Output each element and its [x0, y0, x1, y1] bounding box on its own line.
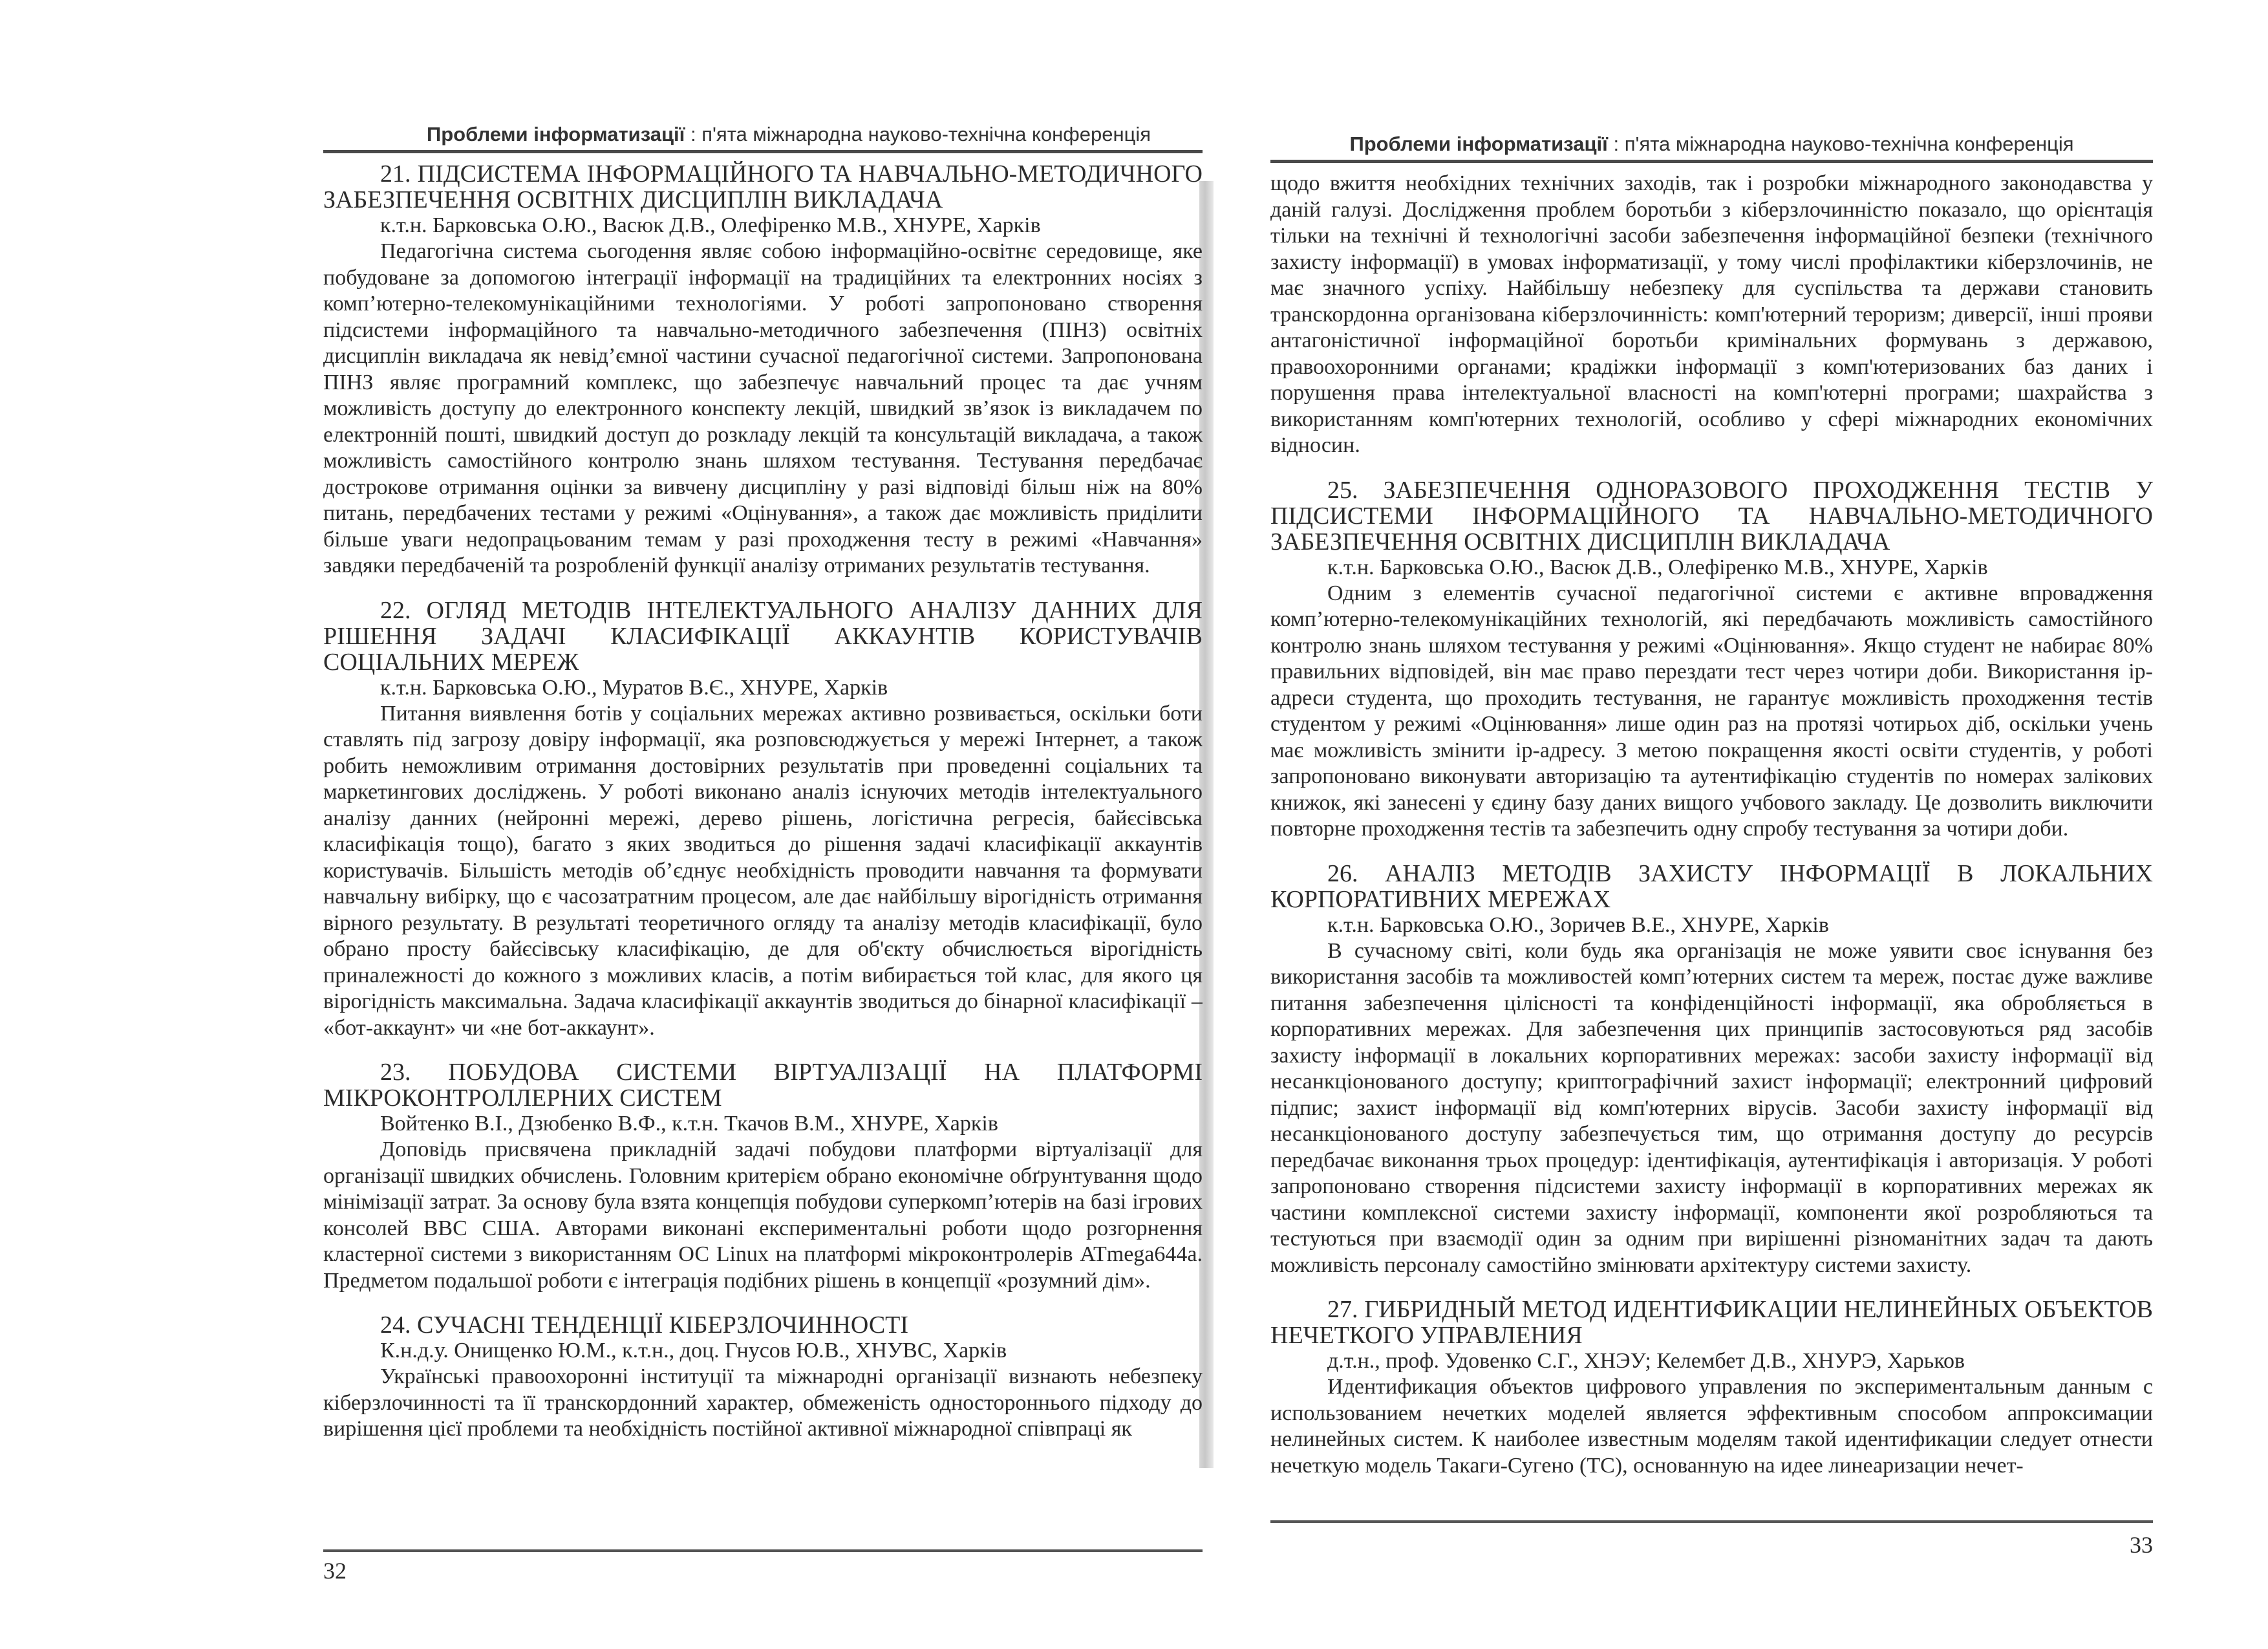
article-title: 26. АНАЛІЗ МЕТОДІВ ЗАХИСТУ ІНФОРМАЦІЇ В ЛОКАЛЬНИХ КОРПОРАТИВНИХ МЕРЕЖАХ	[1270, 859, 2153, 913]
footer-rule	[323, 1549, 1203, 1552]
left-page	[323, 123, 1203, 1591]
article-21	[323, 161, 1203, 579]
article-22	[323, 598, 1203, 1042]
article-body: Одним з елементів сучасної педагогічної системи є активне впровадження комп’ютерно-телекомунікаційних технологій, які передбачають можливість самостійного контролю знань шляхом тестування у режимі «Оцінювання». Якщо студент не набирає 80% правильних відповідей, він має право перездати тест через чотири доби. Використання ip-адреси студента, що проходить тестування, не гарантує можливість проходження тестів студентом у режимі «Оцінювання» лише один раз на протязі чотирьох діб, оскільки учень має можливість змінити ip-адресу. З метою покращення якості освіти студентів, у роботі запропоновано виконувати авторизацію та аутентифікацію студентів по номерах залікових книжок, які занесені у єдину базу даних вищого учбового закладу. Це дозволить виключити повторне проходження тестів та забезпечить одну спробу тестування за чотири доби.	[1270, 581, 2153, 841]
article-authors: Войтенко В.І., Дзюбенко В.Ф., к.т.н. Ткачов В.М., ХНУРЕ, Харків	[380, 1112, 998, 1136]
article-body: В сучасному світі, коли будь яка організація не може уявити своє існування без використання засобів та можливостей комп’ютерних систем та мереж, постає дуже важливе питання забезпечення цілісності та конфіденційності інформації, яка обробляється в корпоративних мережах. Для забезпечення цих принципів застосовуються ряд засобів захисту інформації в локальних корпоративних мережах: засоби захисту інформації від несанкціонованого доступу; криптографічний захист інформації; електронний цифровий підпис; захист інформації від комп'ютерних вірусів. Засоби захисту інформації від несанкціонованого доступу забезпечується тим, що отримання доступу до ресурсів передбачає виконання трьох процедур: ідентифікація, аутентифікація і авторизація. У роботі запропоновано створення підсистеми захисту інформації в корпоративних мережах як частини комплексної системи захисту інформації, компоненти якої розробляються та тестуються при взаємодії один за одним при вирішенні різноманітних задач та дають можливість персоналу самостійно змінювати архітектуру системи захисту.	[1270, 938, 2153, 1277]
article-body: Питання виявлення ботів у соціальних мережах активно розвивається, оскільки боти ставлять під загрозу довіру інформації, яка розповсюджується у мережі Інтернет, а також робить неможливим отримання достовірних результатів при проведенні соціальних та маркетингових досліджень. У роботі виконано аналіз існуючих методів інтелектуального аналізу данних (нейронні мережі, дерево рішень, логістична регресія, байєсівська класифікація тощо), багато з яких зводиться до рішення задачі класифікації аккаунтів користувачів. Більшість методів об’єднує необхідність проводити навчання та формувати навчальну вибірку, що є часозатратним процесом, але дає найбільшу вірогідність отримання вірного результату. В результаті теоретичного огляду та аналізу методів класифікації, було обрано просту байєсівську класифікацію, де для об'єкту обчислюється вірогідність приналежності до кожного з можливих класів, а потім вибирається той клас, для якого ця вірогідність максимальна. Задача класифікації аккаунтів зводиться до бінарної класифікації – «бот-аккаунт» чи «не бот-аккаунт».	[323, 701, 1203, 1040]
article-23	[323, 1059, 1203, 1294]
journal-title: Проблеми інформатизації	[426, 123, 685, 146]
right-page	[1270, 133, 2153, 1568]
article-body: Доповідь присвячена прикладній задачі побудови платформи віртуалізації для організації швидких обчислень. Головним критерієм обрано економічне обґрунтування щодо мінімізації затрат. За основу була взята концепція побудови суперкомп’ютерів на базі ігрових консолей ВВС США. Авторами виконані експериментальні роботи щодо розгорнення кластерної системи з використанням ОС Linux на платформі мікроконтролерів ATmega644a. Предметом подальшої роботи є інтеграція подібних рішень в концепції «розумний дім».	[323, 1137, 1203, 1293]
article-authors: к.т.н. Барковська О.Ю., Васюк Д.В., Олефіренко М.В., ХНУРЕ, Харків	[1327, 555, 1988, 579]
article-25	[1270, 477, 2153, 843]
article-title: 22. ОГЛЯД МЕТОДІВ ІНТЕЛЕКТУАЛЬНОГО АНАЛІЗУ ДАННИХ ДЛЯ РІШЕННЯ ЗАДАЧІ КЛАСИФІКАЦІЇ АККАУНТІВ КОРИСТУВАЧІВ СОЦІАЛЬНИХ МЕРЕЖ	[323, 596, 1203, 676]
page-content	[323, 161, 1203, 1516]
journal-title: Проблеми інформатизації	[1349, 133, 1608, 155]
article-title: 27. ГИБРИДНЫЙ МЕТОД ИДЕНТИФИКАЦИИ НЕЛИНЕЙНЫХ ОБЪЕКТОВ НЕЧЕТКОГО УПРАВЛЕНИЯ	[1270, 1296, 2153, 1349]
article-title: 25. ЗАБЕЗПЕЧЕННЯ ОДНОРАЗОВОГО ПРОХОДЖЕННЯ ТЕСТІВ У ПІДСИСТЕМИ ІНФОРМАЦІЙНОГО ТА НАВЧАЛЬНО-МЕТОДИЧНОГО ЗАБЕЗПЕЧЕННЯ ОСВІТНІХ ДИСЦИПЛІН ВИКЛАДАЧА	[1270, 476, 2153, 555]
article-body: Идентификация объектов цифрового управления по экспериментальным данным с использованием нечетких моделей является эффективным способом аппроксимации нелинейных систем. К наиболее известным моделям такой идентификации следует отнести нечеткую модель Такаги-Сугено (ТС), основанную на идее линеаризации нечет-	[1270, 1375, 2153, 1478]
journal-subtitle: : п'ята міжнародна науково-технічна конференція	[685, 123, 1151, 146]
article-authors: к.т.н. Барковська О.Ю., Васюк Д.В., Олефіренко М.В., ХНУРЕ, Харків	[380, 213, 1041, 237]
article-title: 24. СУЧАСНІ ТЕНДЕНЦІЇ КІБЕРЗЛОЧИННОСТІ	[380, 1311, 909, 1339]
article-27	[1270, 1297, 2153, 1479]
footer-rule	[1270, 1520, 2153, 1523]
running-header	[323, 123, 1203, 153]
article-authors: К.н.д.у. Онищенко Ю.М., к.т.н., доц. Гнусов Ю.В., ХНУВС, Харків	[380, 1339, 1007, 1363]
article-title: 23. ПОБУДОВА СИСТЕМИ ВІРТУАЛІЗАЦІЇ НА ПЛАТФОРМІ МІКРОКОНТРОЛЛЕРНИХ СИСТЕМ	[323, 1059, 1203, 1112]
article-24	[323, 1312, 1203, 1443]
article-body: Українські правоохоронні інституції та міжнародні організації визнають небезпеку кіберзлочинності та її транскордонний характер, обмеженість одностороннього підходу до вирішення цієї проблеми та необхідність постійної активної міжнародної співпраці як	[323, 1364, 1203, 1441]
article-authors: к.т.н. Барковська О.Ю., Зоричев В.Е., ХНУРЕ, Харків	[1327, 912, 1829, 937]
page-number: 33	[2130, 1532, 2153, 1558]
article-body: Педагогічна система сьогодення являє собою інформаційно-освітнє середовище, яке побудоване за допомогою інтеграції інформації на традиційних та електронних носіях з комп’ютерно-телекомунікаційними технологіями. У роботі запропоновано створення підсистеми інформаційного та навчально-методичного забезпечення (ПІНЗ) освітніх дисциплін викладача як невід’ємної частини сучасної педагогічної системи. Запропонована ПІНЗ являє програмний комплекс, що забезпечує навчальний процес та дає учням можливість доступу до електронного конспекту лекцій, швидкий зв’язок із викладачем по електронній пошті, швидкий доступ до розкладу лекцій та консультацій викладача, а також можливість самостійного контролю знань шляхом тестування. Тестування передбачає дострокове отримання оцінки за вивчену дисципліну у разі відповіді більш ніж на 80% питань, передбачених тестами у режимі «Оцінування», а також дає можливість приділити більше уваги недопрацьованим темам у разі проходження тесту в режимі «Навчання» завдяки передбаченій та розробленій функції аналізу отриманих результатів тестування.	[323, 239, 1203, 577]
article-authors: к.т.н. Барковська О.Ю., Муратов В.Є., ХНУРЕ, Харків	[380, 675, 888, 700]
article-authors: д.т.н., проф. Удовенко С.Г., ХНЭУ; Келембет Д.В., ХНУРЭ, Харьков	[1327, 1349, 1965, 1373]
page-content	[1270, 171, 2153, 1483]
article-title: 21. ПІДСИСТЕМА ІНФОРМАЦІЙНОГО ТА НАВЧАЛЬНО-МЕТОДИЧНОГО ЗАБЕЗПЕЧЕННЯ ОСВІТНІХ ДИСЦИПЛІН ВИКЛАДАЧА	[323, 161, 1203, 213]
running-header	[1270, 133, 2153, 163]
article-body-continuation: щодо вжиття необхідних технічних заходів, так і розробки міжнародного законодавства у даній галузі. Дослідження проблем боротьби з кіберзлочинністю показало, що орієнтація тільки на технічні й технологічні засоби забезпечення інформаційної безпеки (технічного захисту інформації) в умовах інформатизації, у тому числі профілактики кіберзлочинів, не має значного успіху. Найбільшу небезпеку для суспільства та держави становить транскордонна організована кіберзлочинність: комп'ютерний тероризм; диверсії, інші прояви антагоністичної інформаційної боротьби кримінальних формувань з державою, правоохоронними органами; крадіжки інформації з комп'ютеризованих баз даних і порушення права інтелектуальної власності на комп'ютерні програми; шахрайства з використанням комп'ютерних технологій, особливо у сфері міжнародних економічних відносин.	[1270, 171, 2153, 457]
article-24-continued	[1270, 171, 2153, 459]
page-number: 32	[323, 1558, 347, 1584]
journal-subtitle: : п'ята міжнародна науково-технічна конференція	[1607, 133, 2074, 155]
article-26	[1270, 861, 2153, 1279]
